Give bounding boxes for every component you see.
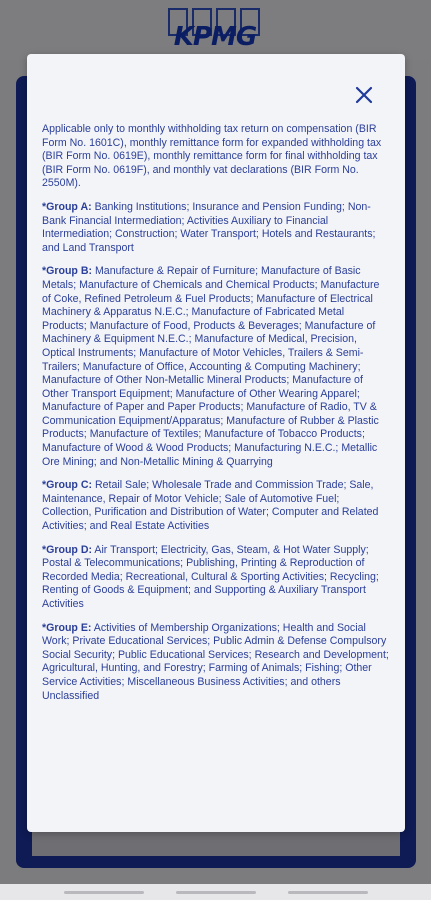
group-a — [42, 201, 390, 255]
group-a-text: Banking Institutions; Insurance and Pension Funding; Non-Bank Financial Intermediation; Activities Auxiliary to Financial Intermediation; Construction; Water Transport; Hotels and Restaurants; and Land Transport — [42, 200, 376, 254]
nav-back-handle[interactable] — [64, 891, 144, 894]
nav-recents-handle[interactable] — [288, 891, 368, 894]
group-e-text: Activities of Membership Organizations; Health and Social Work; Private Educational Services; Public Admin & Defense Compulsory Social Security; Public Educational Services; Research and Development; Agricultural, Hunting, and Forestry; Farming of Animals; Fishing; Other Service Activities; Miscellaneous Business Activities; and others Unclassified — [42, 621, 389, 702]
group-a-label: *Group A: — [42, 200, 92, 213]
group-c — [42, 479, 390, 533]
nav-home-handle[interactable] — [176, 891, 256, 894]
intro-text: Applicable only to monthly withholding tax return on compensation (BIR Form No. 1601C), monthly remittance form for expanded withholding tax (BIR Form No. 0619E), monthly remittance form for final withholding tax (BIR Form No. 0619F), and monthly vat declarations (BIR Form No. 2550M). — [42, 123, 382, 190]
group-c-label: *Group C: — [42, 479, 93, 492]
group-d-label: *Group D: — [42, 543, 93, 556]
kpmg-logo: KPMG — [173, 22, 257, 52]
close-button[interactable] — [347, 83, 381, 107]
group-b-text: Manufacture & Repair of Furniture; Manufacture of Basic Metals; Manufacture of Chemicals and Chemical Products; Manufacture of Coke, Refined Petroleum & Fuel Products; Manufacture of Electrical Machinery & Apparatus N.E.C.; Manufacture of Fabricated Metal Products; Manufacture of Food, Products & Beverages; Manufacture of Machinery & Equipment N.E.C.; Manufacture of Medical, Precision, Optical Instruments; Manufacture of Motor Vehicles, Trailers & Semi-Trailers; Manufacture of Office, Accounting & Computing Machinery; Manufacture of Other Non-Metallic Mineral Products; Manufacture of Other Transport Equipment; Manufacture of Other Wearing Apparel; Manufacture of Paper and Paper Products; Manufacture of Radio, TV & Communication Equipment/Apparatus; Manufacture of Rubber & Plastic Products; Manufacture of Textiles; Manufacture of Tobacco Products; Manufacture of Wood & Wood Products; Manufacturing N.E.C.; Metallic Ore Mining; and Non-Metallic Mining & Quarrying — [42, 265, 380, 468]
group-d — [42, 544, 390, 612]
group-b — [42, 265, 390, 469]
close-icon — [355, 86, 373, 104]
group-e-label: *Group E: — [42, 621, 92, 634]
group-c-text: Retail Sale; Wholesale Trade and Commission Trade; Sale, Maintenance, Repair of Motor Vehicle; Sale of Automotive Fuel; Collection, Purification and Distribution of Water; Computer and Related Activities; and Real Estate Activities — [42, 479, 379, 533]
modal-content — [42, 123, 390, 713]
group-e — [42, 622, 390, 704]
group-b-label: *Group B: — [42, 265, 93, 278]
group-d-text: Air Transport; Electricity, Gas, Steam, & Hot Water Supply; Postal & Telecommunications; Publishing, Printing & Reproduction of Recorded Media; Recreational, Cultural & Sporting Activities; Recycling; Renting of Goods & Equipment; and Supporting & Auxiliary Transport Activities — [42, 543, 379, 610]
